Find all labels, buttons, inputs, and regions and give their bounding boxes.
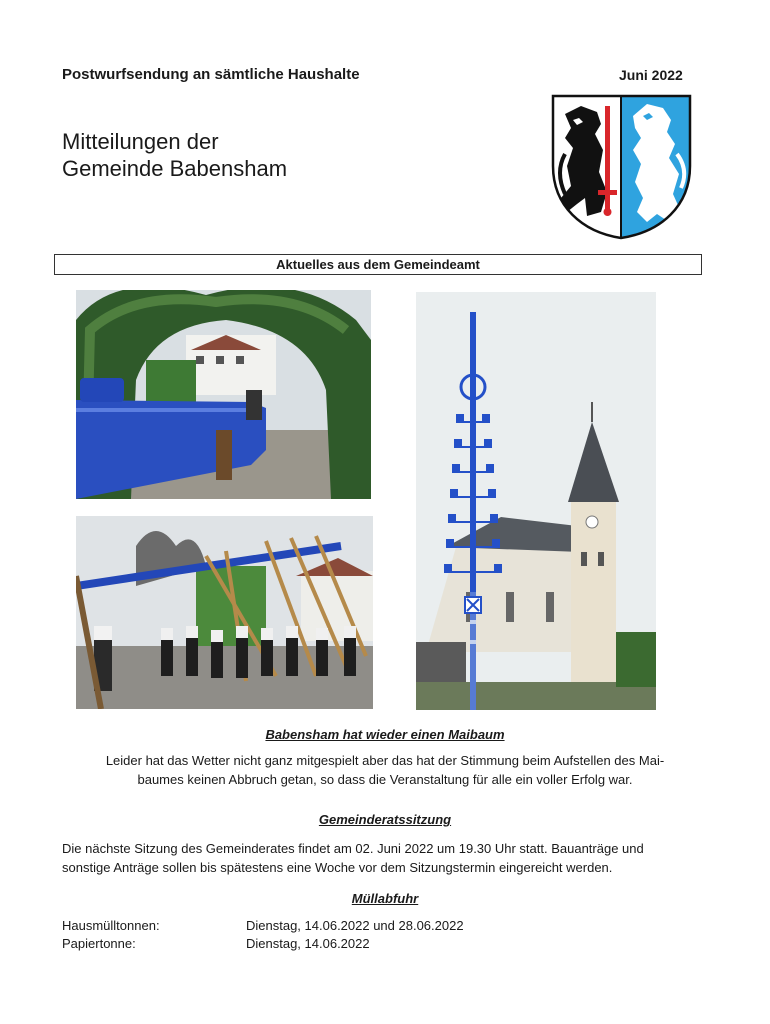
waste-label: Hausmülltonnen:: [62, 918, 160, 933]
council-text: [62, 839, 752, 877]
photo-maypole-raising: [76, 516, 373, 709]
waste-heading: Müllabfuhr: [351, 891, 419, 906]
issue-date: Juni 2022: [619, 67, 683, 83]
photo-maypole-church: [416, 292, 656, 710]
maibaum-heading: Babensham hat wieder einen Maibaum: [265, 727, 505, 742]
council-text-line-1: Die nächste Sitzung des Gemeinderates findet am 02. Juni 2022 um 19.30 Uhr statt. Bauanträge und: [62, 841, 644, 856]
mailing-notice: Postwurfsendung an sämtliche Haushalte: [62, 66, 360, 83]
council-heading: Gemeinderatssitzung: [318, 812, 452, 827]
coat-of-arms-logo: [551, 94, 692, 240]
maibaum-text-line-2: baumes keinen Abbruch getan, so dass die Veranstaltung für alle ein voller Erfolg war.: [137, 772, 633, 787]
waste-date: Dienstag, 14.06.2022 und 28.06.2022: [246, 918, 464, 933]
council-text-line-2: sonstige Anträge sollen bis spätestens eine Woche vor dem Sitzungstermin eingereicht werden.: [62, 860, 613, 875]
waste-date: Dienstag, 14.06.2022: [246, 936, 370, 951]
title-line-1: Mitteilungen der: [62, 129, 219, 154]
page-title: [62, 128, 287, 182]
maibaum-text-line-1: Leider hat das Wetter nicht ganz mitgespielt aber das hat der Stimmung beim Aufstellen des Mai-: [105, 753, 665, 768]
title-line-2: Gemeinde Babensham: [62, 156, 288, 181]
section-banner: Aktuelles aus dem Gemeindeamt: [54, 254, 702, 275]
photo-maypole-wreath: [76, 290, 371, 499]
waste-label: Papiertonne:: [62, 936, 136, 951]
maibaum-text: [0, 751, 770, 789]
